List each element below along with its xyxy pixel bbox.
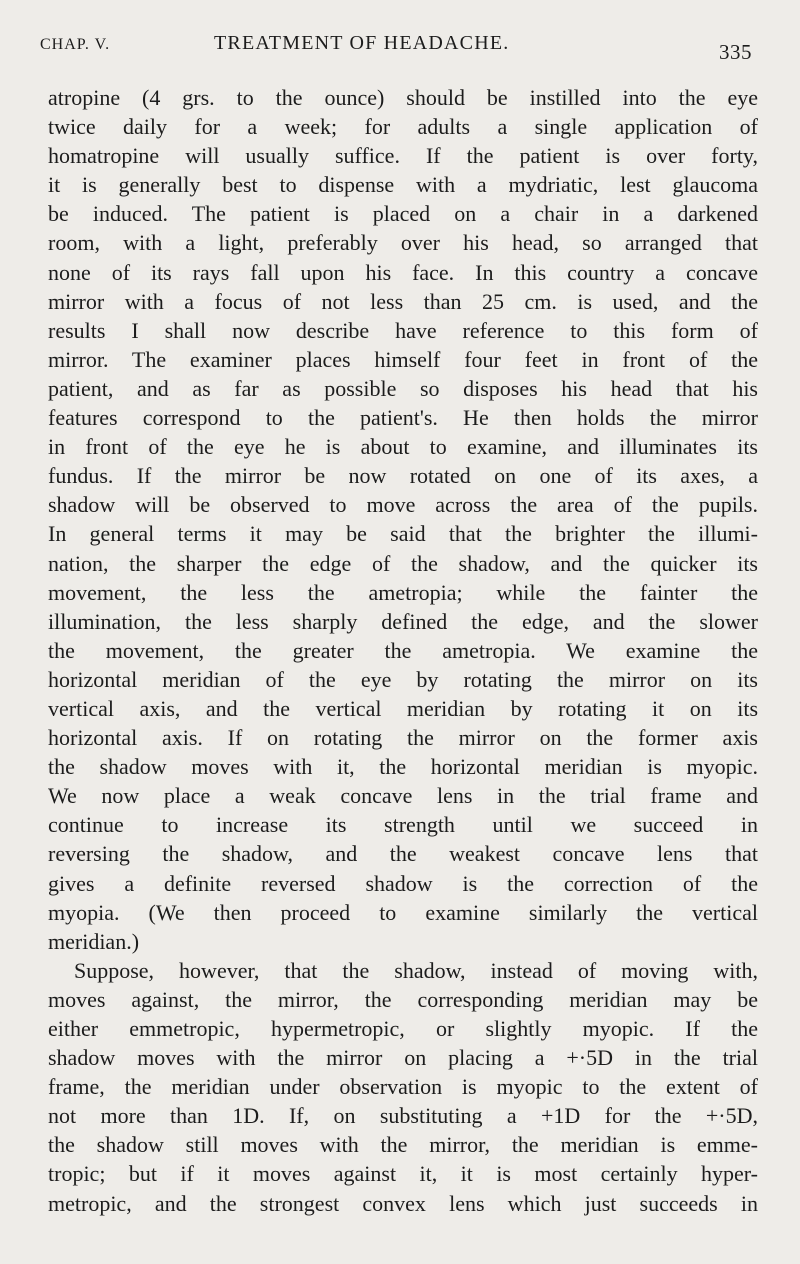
text-line: not more than 1D. If, on substituting a +1D for the +·5D, — [48, 1103, 758, 1129]
running-title: TREATMENT OF HEADACHE. — [214, 32, 510, 54]
text-line: tropic; but if it moves against it, it is most certainly hyper- — [48, 1161, 758, 1187]
body-text — [48, 83, 758, 1218]
text-line: frame, the meridian under observation is myopic to the extent of — [48, 1074, 758, 1100]
text-line: horizontal meridian of the eye by rotating the mirror on its — [48, 666, 758, 692]
text-line: nation, the sharper the edge of the shadow, and the quicker its — [48, 550, 758, 576]
text-line: shadow will be observed to move across the area of the pupils. — [48, 492, 758, 518]
text-line: mirror. The examiner places himself four feet in front of the — [48, 346, 758, 372]
text-line: In general terms it may be said that the brighter the illumi- — [48, 521, 758, 547]
text-line: mirror with a focus of not less than 25 cm. is used, and the — [48, 288, 758, 314]
text-line: myopia. (We then proceed to examine similarly the vertical — [48, 899, 758, 925]
text-line: metropic, and the strongest convex lens which just succeeds in — [48, 1190, 758, 1216]
text-line: be induced. The patient is placed on a chair in a darkened — [48, 201, 758, 227]
text-line: fundus. If the mirror be now rotated on one of its axes, a — [48, 463, 758, 489]
text-line: it is generally best to dispense with a mydriatic, lest glaucoma — [48, 172, 758, 198]
page-header — [40, 30, 758, 64]
text-line: either emmetropic, hypermetropic, or slightly myopic. If the — [48, 1016, 758, 1041]
text-line: illumination, the less sharply defined the edge, and the slower — [48, 608, 758, 634]
text-line: moves against, the mirror, the corresponding meridian may be — [48, 986, 758, 1012]
text-line: in front of the eye he is about to examine, and illuminates its — [48, 434, 758, 460]
text-line: atropine (4 grs. to the ounce) should be instilled into the eye — [48, 85, 758, 110]
text-line: twice daily for a week; for adults a single application of — [48, 114, 758, 140]
text-line: vertical axis, and the vertical meridian by rotating it on its — [48, 695, 758, 721]
text-line: the shadow still moves with the mirror, the meridian is emme- — [48, 1132, 758, 1158]
page-number: 335 — [719, 40, 752, 64]
text-line: Suppose, however, that the shadow, instead of moving with, — [74, 957, 758, 983]
text-line: We now place a weak concave lens in the trial frame and — [48, 783, 758, 809]
text-line: patient, and as far as possible so disposes his head that his — [48, 375, 758, 401]
text-line: gives a definite reversed shadow is the correction of the — [48, 870, 758, 896]
text-line: homatropine will usually suffice. If the patient is over forty, — [48, 143, 758, 169]
text-line: features correspond to the patient's. He then holds the mirror — [48, 405, 758, 431]
text-line: shadow moves with the mirror on placing a +·5D in the trial — [48, 1045, 758, 1071]
text-line: horizontal axis. If on rotating the mirror on the former axis — [48, 725, 758, 751]
text-line: results I shall now describe have reference to this form of — [48, 317, 758, 343]
text-line: the shadow moves with it, the horizontal meridian is myopic. — [48, 754, 758, 780]
chapter-label: CHAP. V. — [40, 36, 111, 53]
text-line: movement, the less the ametropia; while the fainter the — [48, 579, 758, 605]
text-line: continue to increase its strength until we succeed in — [48, 812, 758, 838]
text-line: room, with a light, preferably over his head, so arranged that — [48, 230, 758, 256]
text-line: meridian.) — [48, 928, 140, 954]
text-line: none of its rays fall upon his face. In this country a concave — [48, 259, 758, 285]
text-line: the movement, the greater the ametropia. We examine the — [48, 637, 758, 663]
text-line: reversing the shadow, and the weakest concave lens that — [48, 841, 758, 867]
